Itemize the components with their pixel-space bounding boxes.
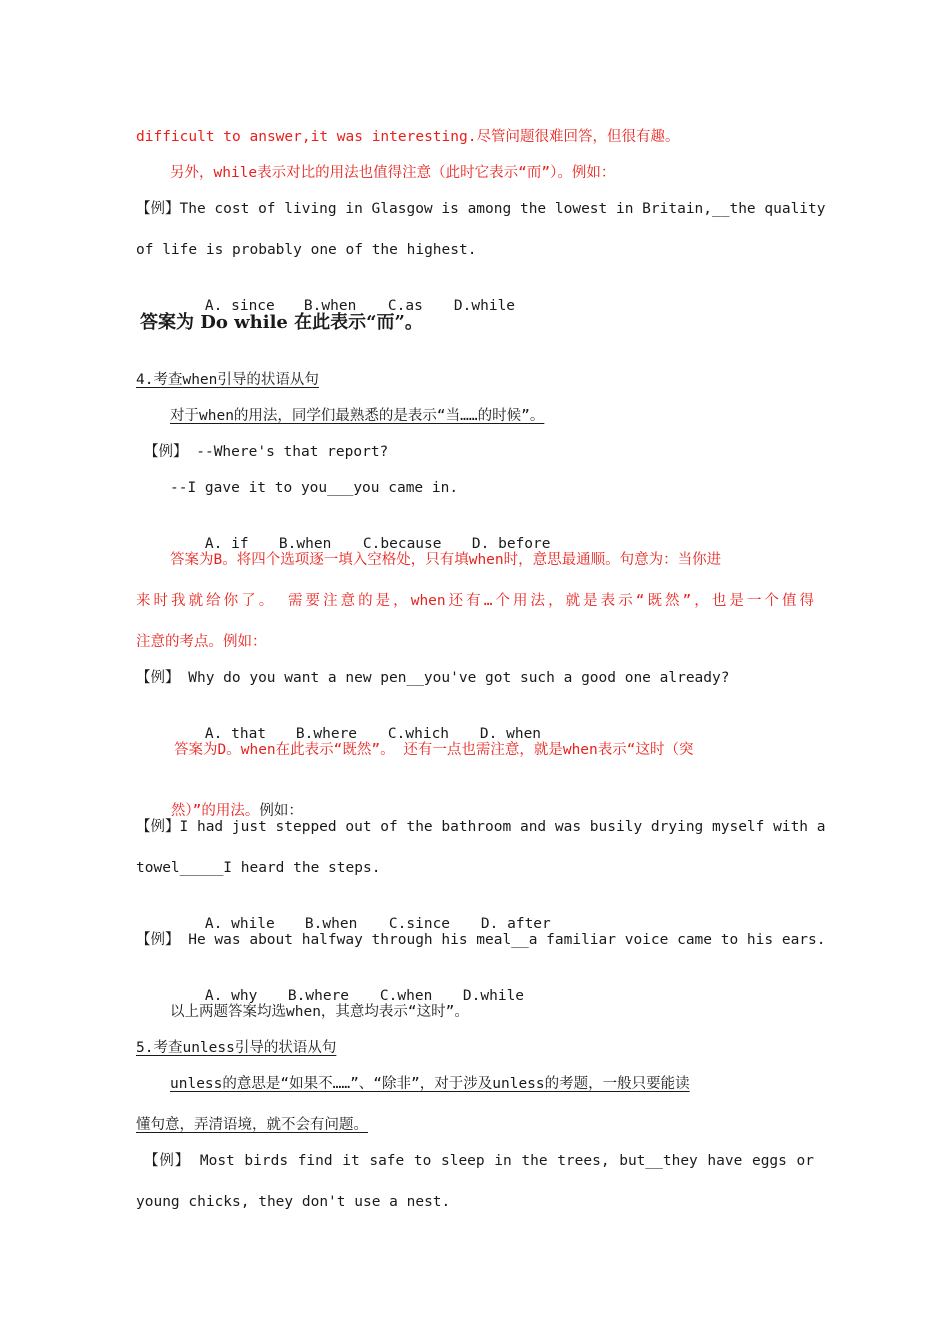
answer-explanation-line: difficult to answer,it was interesting.尽管问题很难回答，但很有趣。 xyxy=(136,129,680,145)
answer-explanation-line: 来时我就给你了。 需要注意的是，when还有…个用法，就是表示“既然”，也是一个值得 xyxy=(136,593,814,609)
section-heading-unless: 5.考查unless引导的状语从句 xyxy=(136,1040,337,1056)
answer-explanation-line: 答案为B。将四个选项逐一填入空格处，只有填when时，意思最通顺。句意为：当你进 xyxy=(170,552,722,568)
example-question-line: 【例】 Most birds find it safe to sleep in the trees, but__they have eggs or xyxy=(144,1153,814,1169)
example-question-line: of life is probably one of the highest. xyxy=(136,242,477,258)
example-question-line: 【例】 --Where's that report? xyxy=(144,444,389,460)
option-b: B.when xyxy=(304,916,358,932)
unless-usage-intro: unless的意思是“如果不……”、“除非”，对于涉及unless的考题，一般只要能读 xyxy=(170,1076,690,1092)
example-question-line: 【例】 Why do you want a new pen__you've got such a good one already? xyxy=(136,670,730,686)
example-question-line: young chicks, they don't use a nest. xyxy=(136,1194,451,1210)
option-a: A. if xyxy=(204,536,249,552)
example-question-line: 【例】 He was about halfway through his meal__a familiar voice came to his ears. xyxy=(136,932,826,948)
option-c: C.as xyxy=(387,298,423,314)
option-c: C.which xyxy=(387,726,450,742)
answer-explanation-line: 答案为D。when在此表示“既然”。 还有一点也需注意，就是when表示“这时（突 xyxy=(174,742,694,758)
option-d: D.while xyxy=(462,988,525,1004)
answer-explanation-line: 注意的考点。例如： xyxy=(136,634,267,650)
section-heading-when: 4.考查when引导的状语从句 xyxy=(136,372,319,388)
explanation-black-text: 例如： xyxy=(259,803,303,819)
option-d: D.while xyxy=(453,298,516,314)
option-c: C.because xyxy=(362,536,442,552)
when-usage-intro: 对于when的用法，同学们最熟悉的是表示“当……的时候”。 xyxy=(170,408,545,424)
example-question-line: 【例】The cost of living in Glasgow is among the lowest in Britain,__the quality xyxy=(136,201,826,217)
option-a: A. while xyxy=(204,916,275,932)
explanation-red-text: 然）”的用法。 xyxy=(170,803,260,819)
option-d: D. before xyxy=(471,536,551,552)
option-d: D. after xyxy=(480,916,551,932)
example-question-line: 【例】I had just stepped out of the bathroom and was busily drying myself with a xyxy=(136,819,826,835)
option-a: A. since xyxy=(204,298,275,314)
option-b: B.when xyxy=(303,298,357,314)
option-a: A. that xyxy=(204,726,267,742)
unless-usage-intro: 懂句意，弄清语境，就不会有问题。 xyxy=(136,1117,368,1133)
while-contrast-note: 另外，while表示对比的用法也值得注意（此时它表示“而”）。例如： xyxy=(170,165,616,181)
option-b: B.when xyxy=(278,536,332,552)
answer-line: 答案为 Do while 在此表示“而”。 xyxy=(140,312,423,333)
option-b: B.where xyxy=(295,726,358,742)
option-c: C.since xyxy=(388,916,451,932)
example-question-line: towel_____I heard the steps. xyxy=(136,860,381,876)
example-question-line: --I gave it to you___you came in. xyxy=(170,480,459,496)
option-d: D. when xyxy=(479,726,542,742)
option-a: A. why xyxy=(204,988,258,1004)
option-c: C.when xyxy=(379,988,433,1004)
summary-note: 以上两题答案均选when，其意均表示“这时”。 xyxy=(170,1004,469,1020)
option-b: B.where xyxy=(287,988,350,1004)
